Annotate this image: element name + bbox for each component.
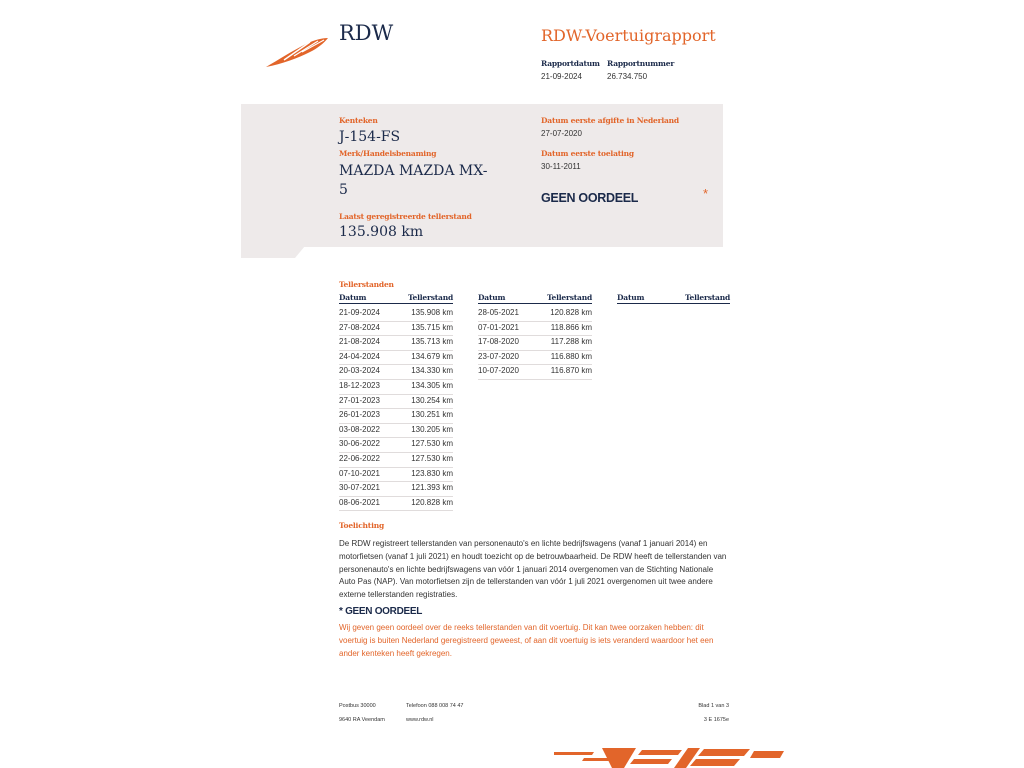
odometer-date: 21-09-2024 bbox=[339, 308, 380, 317]
odometer-value: 116.870 km bbox=[550, 366, 592, 376]
odometer-value: 135.908 km bbox=[411, 308, 453, 317]
odometer-value: 130.205 km bbox=[411, 424, 453, 434]
footer-code: 3 E 1675e bbox=[703, 717, 729, 723]
explanation-text: De RDW registreert tellerstanden van personenauto's en lichte bedrijfswagens (vanaf 1 januari 2014) en motorfietsen (vanaf 1 juli 2021) en houdt toezicht op de betrouwbaarheid. De RDW heeft de tellerstanden van personenauto's en lichte bedrijfswagens van vóór 1 januari 2014 overgenomen van de Stichting Nationale Auto Pas (NAP). Van motorfietsen zijn de tellerstanden van vóór 1 juli 2021 overgenomen uit twee andere externe tellerstanden registraties. bbox=[339, 539, 727, 600]
odometer-value: 120.828 km bbox=[550, 308, 592, 317]
odometer-date: 26-01-2023 bbox=[339, 410, 380, 420]
odometer-value: 130.251 km bbox=[411, 410, 453, 420]
odometer-value: 123.830 km bbox=[411, 468, 453, 478]
odometer-date: 30-06-2022 bbox=[339, 439, 380, 449]
odometer-value: 121.393 km bbox=[411, 483, 453, 493]
odometer-date: 21-08-2024 bbox=[339, 337, 380, 347]
report-number-value: 26.734.750 bbox=[607, 72, 648, 81]
odometer-row bbox=[339, 321, 453, 337]
odometer-date: 08-06-2021 bbox=[339, 497, 380, 507]
odometer-date: 22-06-2022 bbox=[339, 454, 380, 463]
odometer-row bbox=[478, 321, 592, 337]
odometer-value: 135.713 km bbox=[411, 337, 453, 347]
first-admission-label: Datum eerste toelating bbox=[541, 149, 634, 158]
first-issue-nl-label: Datum eerste afgifte in Nederland bbox=[541, 116, 679, 125]
odometer-row bbox=[478, 306, 592, 322]
odometer-row bbox=[339, 364, 453, 380]
odometer-value: 134.679 km bbox=[411, 351, 453, 361]
footer-website[interactable]: www.rdw.nl bbox=[406, 717, 434, 723]
odometer-date: 07-10-2021 bbox=[339, 468, 380, 478]
col-value-header: Tellerstand bbox=[685, 293, 730, 302]
odometer-date: 20-03-2024 bbox=[339, 366, 380, 376]
odometer-date: 10-07-2020 bbox=[478, 366, 519, 376]
odometer-row bbox=[478, 364, 592, 380]
col-value-header: Tellerstand bbox=[408, 293, 453, 302]
odometer-date: 17-08-2020 bbox=[478, 337, 519, 347]
odometer-row bbox=[339, 437, 453, 453]
odometer-value: 116.880 km bbox=[550, 351, 592, 361]
no-judgement-title: * GEEN OORDEEL bbox=[339, 606, 423, 617]
odometer-col-header-3 bbox=[617, 292, 730, 304]
odometer-date: 30-07-2021 bbox=[339, 483, 380, 493]
kenteken-value: J-154-FS bbox=[339, 129, 401, 145]
col-date-header: Datum bbox=[478, 293, 506, 302]
odometer-value: 127.530 km bbox=[411, 439, 453, 449]
odometer-row bbox=[339, 452, 453, 468]
merk-value-line2: 5 bbox=[339, 182, 348, 198]
footer-postbus: Postbus 30000 bbox=[339, 703, 376, 709]
judgement-asterisk: * bbox=[703, 186, 709, 201]
kenteken-label: Kenteken bbox=[339, 116, 378, 125]
odometer-value: 130.254 km bbox=[411, 395, 453, 405]
odometer-value: 134.330 km bbox=[411, 366, 453, 376]
col-value-header: Tellerstand bbox=[547, 293, 592, 302]
odometer-date: 18-12-2023 bbox=[339, 381, 380, 390]
odometer-date: 03-08-2022 bbox=[339, 424, 380, 434]
odometer-value: 134.305 km bbox=[411, 381, 453, 390]
odometer-row bbox=[339, 306, 453, 322]
odometer-row bbox=[339, 467, 453, 483]
judgement-status: GEEN OORDEEL bbox=[541, 191, 639, 205]
report-title: RDW-Voertuigrapport bbox=[541, 26, 716, 45]
odometer-date: 23-07-2020 bbox=[478, 351, 519, 361]
decorative-stripes-icon bbox=[554, 746, 784, 768]
odometer-row bbox=[339, 394, 453, 410]
odometer-col-header-1 bbox=[339, 292, 453, 304]
odometer-col-header-2 bbox=[478, 292, 592, 304]
footer-city: 9640 RA Veendam bbox=[339, 717, 385, 723]
report-number-label: Rapportnummer bbox=[607, 59, 675, 68]
odometer-section-title: Tellerstanden bbox=[339, 280, 394, 289]
no-judgement-text: Wij geven geen oordeel over de reeks tellerstanden van dit voertuig. Dit kan twee oorzaken hebben: dit voertuig is buiten Nederland geregistreerd geweest, of aan dit voertuig is iets veranderd waardoor het een ander kenteken heeft gekregen. bbox=[339, 623, 714, 658]
footer-phone: Telefoon 088 008 74 47 bbox=[406, 703, 464, 709]
odometer-row bbox=[339, 335, 453, 351]
report-date-label: Rapportdatum bbox=[541, 59, 600, 68]
odometer-row bbox=[339, 379, 453, 395]
odometer-date: 27-01-2023 bbox=[339, 395, 380, 405]
merk-label: Merk/Handelsbenaming bbox=[339, 149, 437, 158]
odometer-value: 118.866 km bbox=[550, 322, 592, 332]
odometer-value: 120.828 km bbox=[411, 497, 453, 507]
last-odometer-value: 135.908 km bbox=[339, 224, 424, 240]
first-issue-nl-value: 27-07-2020 bbox=[541, 129, 582, 138]
explanation-title: Toelichting bbox=[339, 521, 385, 530]
odometer-row bbox=[339, 481, 453, 497]
odometer-date: 24-04-2024 bbox=[339, 351, 380, 361]
first-admission-value: 30-11-2011 bbox=[541, 162, 581, 171]
brand-name: RDW bbox=[339, 21, 394, 45]
merk-value-line1: MAZDA MAZDA MX- bbox=[339, 163, 488, 179]
odometer-value: 127.530 km bbox=[411, 454, 453, 463]
odometer-row bbox=[339, 408, 453, 424]
odometer-row bbox=[478, 350, 592, 366]
col-date-header: Datum bbox=[339, 293, 367, 302]
odometer-date: 07-01-2021 bbox=[478, 322, 519, 332]
odometer-date: 27-08-2024 bbox=[339, 322, 380, 332]
odometer-row bbox=[339, 350, 453, 366]
odometer-row bbox=[478, 335, 592, 351]
odometer-row bbox=[339, 423, 453, 439]
panel-notch bbox=[241, 246, 305, 258]
odometer-row bbox=[339, 496, 453, 512]
odometer-value: 117.288 km bbox=[550, 337, 592, 347]
odometer-value: 135.715 km bbox=[411, 322, 453, 332]
footer-page-number: Blad 1 van 3 bbox=[698, 703, 729, 709]
odometer-date: 28-05-2021 bbox=[478, 308, 519, 317]
last-odometer-label: Laatst geregistreerde tellerstand bbox=[339, 212, 472, 221]
rdw-logo-icon bbox=[264, 34, 334, 70]
report-date-value: 21-09-2024 bbox=[541, 72, 582, 81]
col-date-header: Datum bbox=[617, 293, 645, 302]
